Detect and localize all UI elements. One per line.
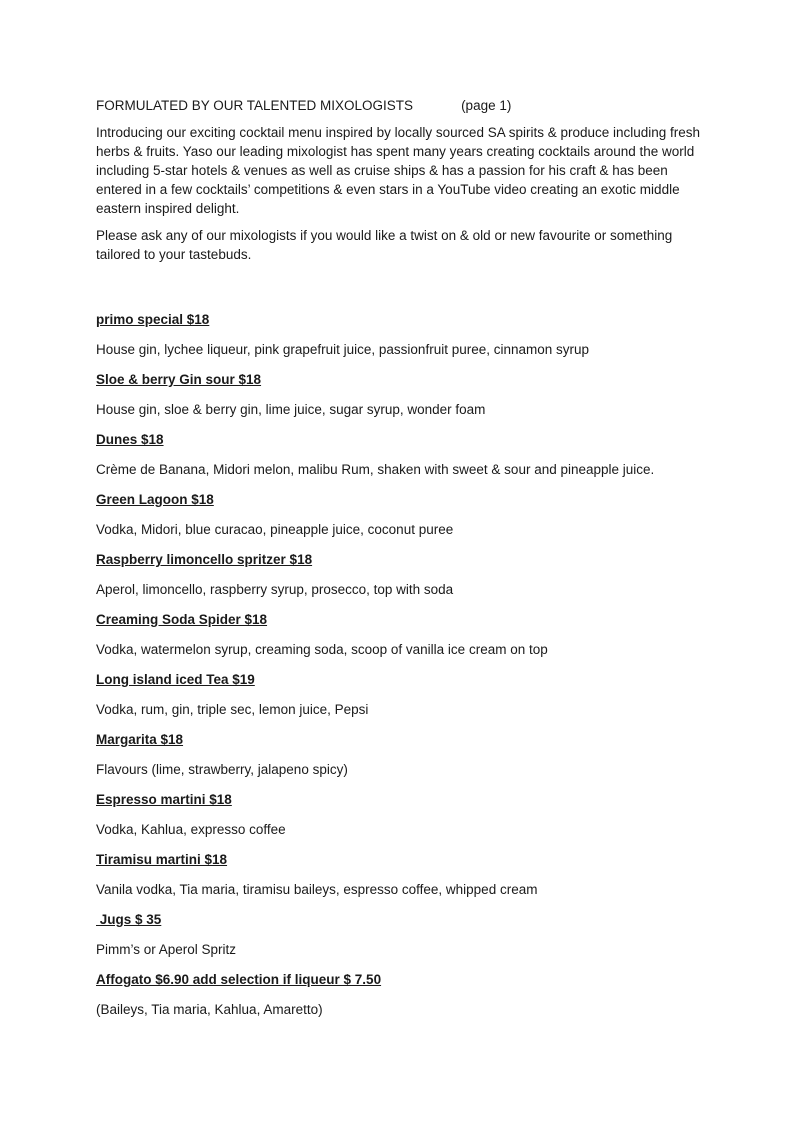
- menu-item-description: Vodka, rum, gin, triple sec, lemon juice, Pepsi: [96, 702, 369, 717]
- page-header: [96, 96, 706, 115]
- menu-item-description: Pimm’s or Aperol Spritz: [96, 942, 237, 957]
- menu-item-description: House gin, sloe & berry gin, lime juice, sugar syrup, wonder foam: [96, 402, 486, 417]
- request-paragraph: Please ask any of our mixologists if you would like a twist on & old or new favourite or something tailored to your tastebuds.: [96, 228, 673, 262]
- menu-item-description: Crème de Banana, Midori melon, malibu Rum, shaken with sweet & sour and pineapple juice.: [96, 462, 655, 477]
- menu-item-title: Creaming Soda Spider $18: [96, 612, 268, 627]
- menu-item-description: (Baileys, Tia maria, Kahlua, Amaretto): [96, 1002, 323, 1017]
- menu-item: [96, 310, 706, 359]
- menu-item-title: Long island iced Tea $19: [96, 672, 255, 687]
- menu-item-description: Vodka, watermelon syrup, creaming soda, scoop of vanilla ice cream on top: [96, 642, 548, 657]
- menu-item-description: House gin, lychee liqueur, pink grapefruit juice, passionfruit puree, cinnamon syrup: [96, 342, 590, 357]
- menu-item-title: Tiramisu martini $18: [96, 852, 228, 867]
- menu-item-title: Green Lagoon $18: [96, 492, 214, 507]
- menu-item: [96, 490, 706, 539]
- menu-item-title: Margarita $18: [96, 732, 184, 747]
- menu-item-description: Vanila vodka, Tia maria, tiramisu baileys, espresso coffee, whipped cream: [96, 882, 538, 897]
- menu-item-title: Espresso martini $18: [96, 792, 232, 807]
- menu-item: [96, 430, 706, 479]
- menu-item: [96, 370, 706, 419]
- page-number-label: (page 1): [461, 98, 512, 113]
- menu-item-description: Vodka, Kahlua, expresso coffee: [96, 822, 286, 837]
- section-spacer: [96, 272, 706, 310]
- menu-item: [96, 790, 706, 839]
- menu-item: [96, 670, 706, 719]
- menu-item-title: Affogato $6.90 add selection if liqueur $ 7.50: [96, 972, 382, 987]
- intro-paragraph: Introducing our exciting cocktail menu inspired by locally sourced SA spirits & produce including fresh herbs & fruits. Yaso our leading mixologist has spent many years creating cocktails around the world including 5-star hotels & venues as well as cruise ships & has a passion for his craft & has been entered in a few cocktails’ competitions & even stars in a YouTube video creating an exotic middle eastern inspired delight.: [96, 125, 701, 216]
- menu-item: [96, 730, 706, 779]
- page-title: FORMULATED BY OUR TALENTED MIXOLOGISTS: [96, 98, 414, 113]
- menu-item: [96, 850, 706, 899]
- menu-item: [96, 910, 706, 959]
- menu-item-description: Flavours (lime, strawberry, jalapeno spicy): [96, 762, 348, 777]
- menu-item-description: Aperol, limoncello, raspberry syrup, prosecco, top with soda: [96, 582, 454, 597]
- menu-item-title: Dunes $18: [96, 432, 164, 447]
- menu-item-title: Raspberry limoncello spritzer $18: [96, 552, 313, 567]
- menu-item-title: Sloe & berry Gin sour $18: [96, 372, 262, 387]
- menu-item-description: Vodka, Midori, blue curacao, pineapple juice, coconut puree: [96, 522, 454, 537]
- menu-item: [96, 970, 706, 1019]
- menu-item: [96, 610, 706, 659]
- menu-item: [96, 550, 706, 599]
- cocktail-menu-list: [96, 310, 706, 1019]
- menu-page: [96, 96, 706, 1030]
- menu-item-title: Jugs $ 35: [96, 912, 162, 927]
- menu-item-title: primo special $18: [96, 312, 210, 327]
